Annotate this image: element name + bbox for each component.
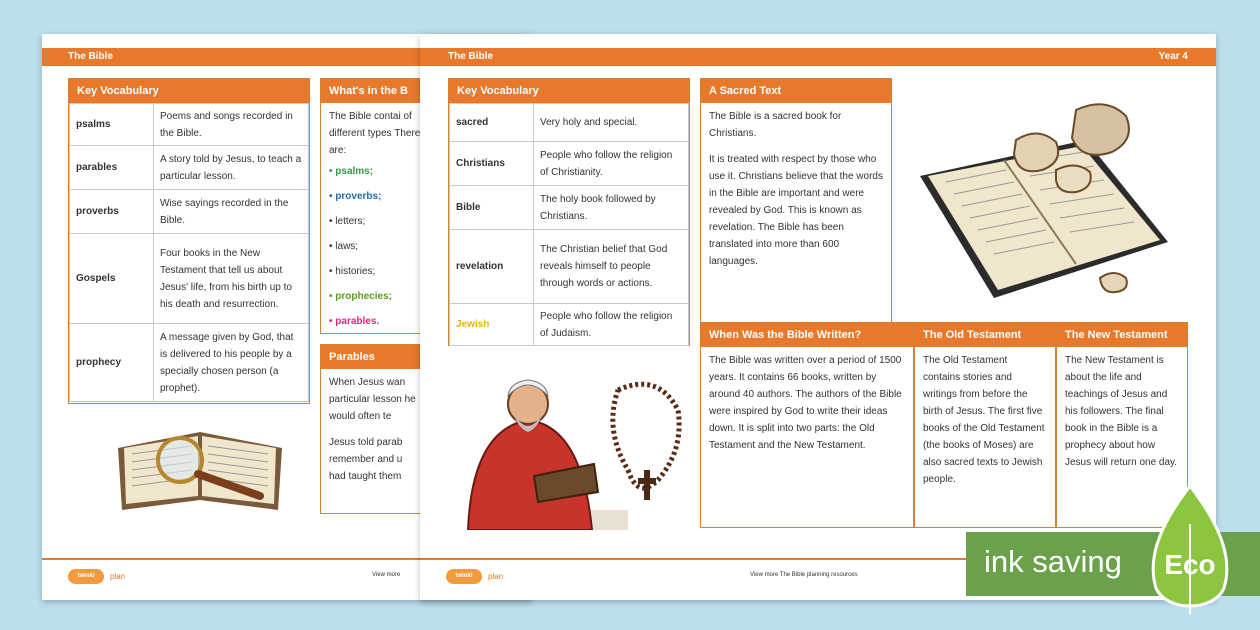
front-view-more[interactable]: View more The Bible planning resources: [750, 572, 858, 578]
list-item: • prophecies;: [329, 291, 392, 302]
logo-badge: twinkl: [446, 569, 482, 584]
vocab-def: A story told by Jesus, to teach a particular lesson.: [154, 146, 309, 190]
vocab-term: psalms: [70, 104, 154, 146]
logo-plan-text: plan: [488, 572, 504, 581]
sacred-text-1: The Bible is a sacred book for Christians.: [709, 111, 842, 139]
logo-badge: twinkl: [68, 569, 104, 584]
list-item: • letters;: [329, 216, 366, 227]
old-testament-box: [914, 322, 1056, 528]
vocab-term: Christians: [450, 142, 534, 186]
front-logo[interactable]: [446, 569, 503, 584]
front-vocab-table: [449, 103, 689, 346]
vocab-term: prophecy: [70, 324, 154, 402]
vocab-term: sacred: [450, 104, 534, 142]
whats-in-heading: What's in the B: [321, 79, 429, 103]
table-row: [70, 324, 309, 402]
old-heading: The Old Testament: [915, 323, 1055, 347]
ink-saving-text: ink saving: [984, 544, 1122, 579]
whats-in-box: [320, 78, 430, 334]
table-row: [70, 104, 309, 146]
table-row: [70, 234, 309, 324]
whats-in-list: [321, 159, 429, 339]
vocab-def: People who follow the religion of Judaism.: [534, 304, 689, 346]
vocab-term: Gospels: [70, 234, 154, 324]
vocab-def: The Christian belief that God reveals himself to people through words or actions.: [534, 230, 689, 304]
back-vocab-box: [68, 78, 310, 404]
table-row: [450, 104, 689, 142]
when-heading: When Was the Bible Written?: [701, 323, 913, 347]
vocab-def: Four books in the New Testament that tell us about Jesus' life, from his birth up to his death and resurrection.: [154, 234, 309, 324]
eco-label: Eco: [1164, 549, 1216, 580]
list-item: • psalms;: [329, 166, 374, 177]
vocab-term: Jewish: [450, 304, 534, 346]
list-item: • proverbs;: [329, 191, 382, 202]
sacred-body: [701, 103, 891, 284]
open-book-magnifier-image: [110, 418, 290, 518]
back-view-more[interactable]: View more: [372, 572, 401, 578]
table-row: [70, 146, 309, 190]
table-row: [450, 142, 689, 186]
front-vocab-box: [448, 78, 690, 346]
back-page-title: The Bible: [42, 48, 532, 66]
vocab-term: proverbs: [70, 190, 154, 234]
whats-in-intro: The Bible contai of different types There are:: [329, 111, 421, 156]
table-row: [450, 304, 689, 346]
vocab-term: revelation: [450, 230, 534, 304]
parables-text-2: Jesus told parab remember and u had taught them: [329, 437, 403, 482]
sacred-text-box: [700, 78, 892, 346]
page-title: The Bible: [448, 51, 494, 62]
when-text: The Bible was written over a period of 1500 years. It contains 66 books, written by around 40 authors. The authors of the Bible were inspired by God to write their ideas down. It is split into two parts: the Old Testament and the New Testament.: [709, 355, 902, 451]
vocab-def: Very holy and special.: [534, 104, 689, 142]
list-item: • parables.: [329, 316, 380, 327]
parables-body: [321, 369, 429, 499]
back-vocab-table: [69, 103, 309, 402]
front-vocab-heading: Key Vocabulary: [449, 79, 689, 103]
vocab-def: Poems and songs recorded in the Bible.: [154, 104, 309, 146]
vocab-def: People who follow the religion of Christianity.: [534, 142, 689, 186]
list-item: • laws;: [329, 241, 359, 252]
parables-heading: Parables: [321, 345, 429, 369]
front-page-title: [420, 48, 1216, 66]
old-text: The Old Testament contains stories and writings from before the birth of Jesus. The first five books of the Old Testament (the books of Moses) are also sacred texts to Jewish people.: [923, 355, 1045, 485]
table-row: [70, 190, 309, 234]
new-heading: The New Testament: [1057, 323, 1187, 347]
eco-leaf-icon: [1148, 484, 1232, 616]
vocab-term: Bible: [450, 186, 534, 230]
year-label: Year 4: [1158, 51, 1188, 62]
when-written-box: [700, 322, 914, 528]
vocab-def: A message given by God, that is delivered to his people by a specially chosen person (a prophet).: [154, 324, 309, 402]
back-vocab-heading: Key Vocabulary: [69, 79, 309, 103]
sacred-heading: A Sacred Text: [701, 79, 891, 103]
vocab-def: The holy book followed by Christians.: [534, 186, 689, 230]
table-row: [450, 186, 689, 230]
parables-box: [320, 344, 430, 514]
sacred-text-2: It is treated with respect by those who use it. Christians believe that the words in the Bible are important and were revealed by God. This is known as revelation. The Bible has been translated into more than 600 languages.: [709, 154, 883, 267]
front-page: [420, 34, 1216, 600]
list-item: • histories;: [329, 266, 376, 277]
vocab-def: Wise sayings recorded in the Bible.: [154, 190, 309, 234]
logo-plan-text: plan: [110, 572, 126, 581]
back-logo[interactable]: [68, 569, 125, 584]
new-text: The New Testament is about the life and teachings of Jesus and his followers. The final book in the Bible is a prophecy about how Jesus will return one day.: [1065, 355, 1178, 468]
scribe-and-rosary-image: [448, 360, 698, 530]
bible-with-bread-image: [916, 100, 1176, 305]
table-row: [450, 230, 689, 304]
parables-text-1: When Jesus wan particular lesson he would often te: [329, 377, 416, 422]
vocab-term: parables: [70, 146, 154, 190]
